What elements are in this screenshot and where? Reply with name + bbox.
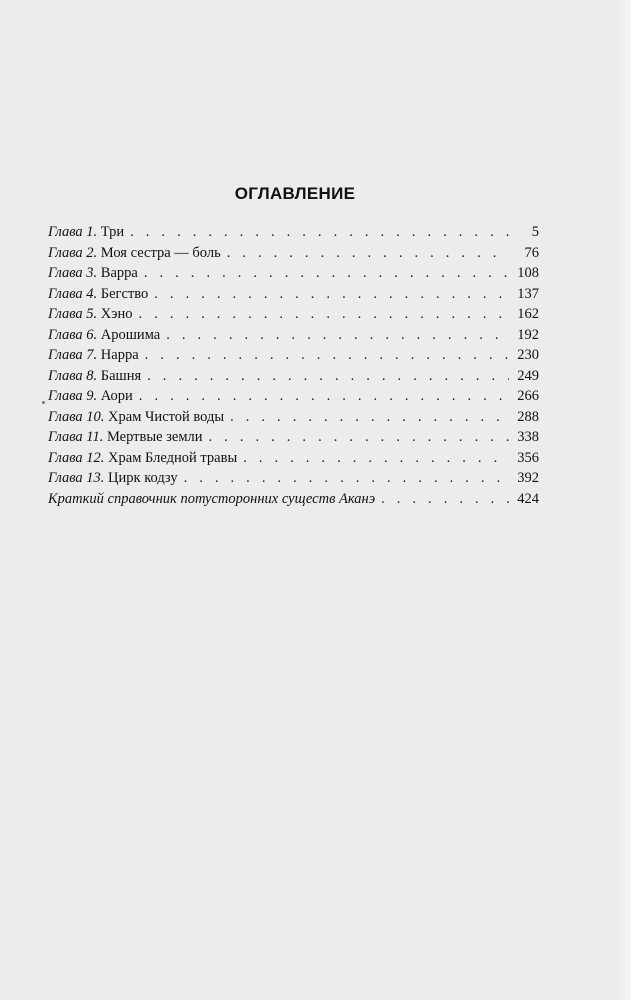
chapter-title: Варра (100, 265, 138, 281)
chapter-title: Храм Чистой воды (108, 408, 225, 425)
chapter-title: Моя сестра — боль (100, 244, 221, 261)
chapter-number: Глава 7. (48, 347, 98, 363)
entry-label (48, 366, 141, 387)
chapter-title: Хэно (100, 306, 133, 322)
chapter-number: Глава 12. (48, 449, 105, 466)
entry-label (48, 345, 139, 366)
chapter-number: Глава 4. (48, 285, 98, 302)
dot-leader (145, 345, 509, 366)
page-edge (619, 0, 631, 1000)
toc-entry-appendix[interactable] (48, 489, 539, 510)
chapter-number: Глава 1. (48, 224, 98, 240)
chapter-number: Глава 3. (48, 265, 98, 281)
page-number: 424 (517, 490, 539, 507)
dot-leader (243, 448, 509, 469)
print-speck (42, 401, 45, 404)
page-number: 108 (517, 265, 539, 281)
toc-entry-11[interactable] (48, 427, 539, 448)
dot-leader (381, 489, 509, 510)
chapter-number: Глава 5. (48, 306, 98, 322)
dot-leader (144, 263, 509, 284)
appendix-title: Краткий справочник потусторонних существ Аканэ (48, 490, 376, 507)
chapter-number: Глава 6. (48, 326, 98, 343)
entry-label (48, 222, 124, 243)
chapter-title: Арошима (100, 326, 161, 343)
table-of-contents (48, 222, 539, 509)
toc-entry-10[interactable] (48, 407, 539, 428)
entry-label (48, 284, 148, 305)
dot-leader (184, 468, 509, 489)
chapter-title: Аори (100, 388, 133, 404)
dot-leader (227, 243, 509, 264)
chapter-number: Глава 8. (48, 367, 98, 384)
dot-leader (166, 325, 509, 346)
chapter-title: Три (100, 224, 125, 240)
toc-entry-8[interactable] (48, 366, 539, 387)
page-number: 162 (517, 306, 539, 322)
toc-entry-2[interactable] (48, 243, 539, 264)
entry-label (48, 325, 160, 346)
dot-leader (154, 284, 509, 305)
toc-entry-7[interactable] (48, 345, 539, 366)
page-number: 192 (517, 326, 539, 343)
chapter-title: Цирк кодзу (108, 470, 178, 486)
page-number: 230 (517, 347, 539, 363)
toc-entry-4[interactable] (48, 284, 539, 305)
page-number: 288 (517, 408, 539, 425)
entry-label (48, 304, 133, 325)
entry-label (48, 468, 178, 489)
page-number: 338 (517, 429, 539, 445)
entry-label (48, 427, 203, 448)
chapter-number: Глава 11. (48, 429, 104, 445)
page-number: 249 (517, 367, 539, 384)
chapter-title: Мертвые земли (106, 429, 203, 445)
toc-entry-1[interactable] (48, 222, 539, 243)
page-number: 76 (524, 244, 539, 261)
page-number: 5 (531, 224, 539, 240)
dot-leader (209, 427, 509, 448)
toc-entry-5[interactable] (48, 304, 539, 325)
chapter-number: Глава 13. (48, 470, 105, 486)
entry-label (48, 407, 224, 428)
chapter-title: Храм Бледной травы (108, 449, 238, 466)
dot-leader (147, 366, 509, 387)
page-title: ОГЛАВЛЕНИЕ (234, 184, 356, 203)
toc-entry-3[interactable] (48, 263, 539, 284)
chapter-number: Глава 9. (48, 388, 98, 404)
chapter-number: Глава 2. (48, 244, 98, 261)
page-number: 137 (517, 285, 539, 302)
toc-entry-6[interactable] (48, 325, 539, 346)
chapter-title: Башня (100, 367, 142, 384)
page-number: 356 (517, 449, 539, 466)
page-number: 392 (517, 470, 539, 486)
toc-entry-9[interactable] (48, 386, 539, 407)
toc-entry-13[interactable] (48, 468, 539, 489)
dot-leader (139, 386, 509, 407)
toc-entry-12[interactable] (48, 448, 539, 469)
entry-label (48, 243, 221, 264)
dot-leader (139, 304, 509, 325)
chapter-number: Глава 10. (48, 408, 105, 425)
entry-label (48, 263, 138, 284)
dot-leader (230, 407, 509, 428)
entry-label (48, 386, 133, 407)
page-number: 266 (517, 388, 539, 404)
entry-label (48, 448, 237, 469)
chapter-title: Бегство (100, 285, 149, 302)
chapter-title: Нарра (100, 347, 139, 363)
dot-leader (130, 222, 509, 243)
